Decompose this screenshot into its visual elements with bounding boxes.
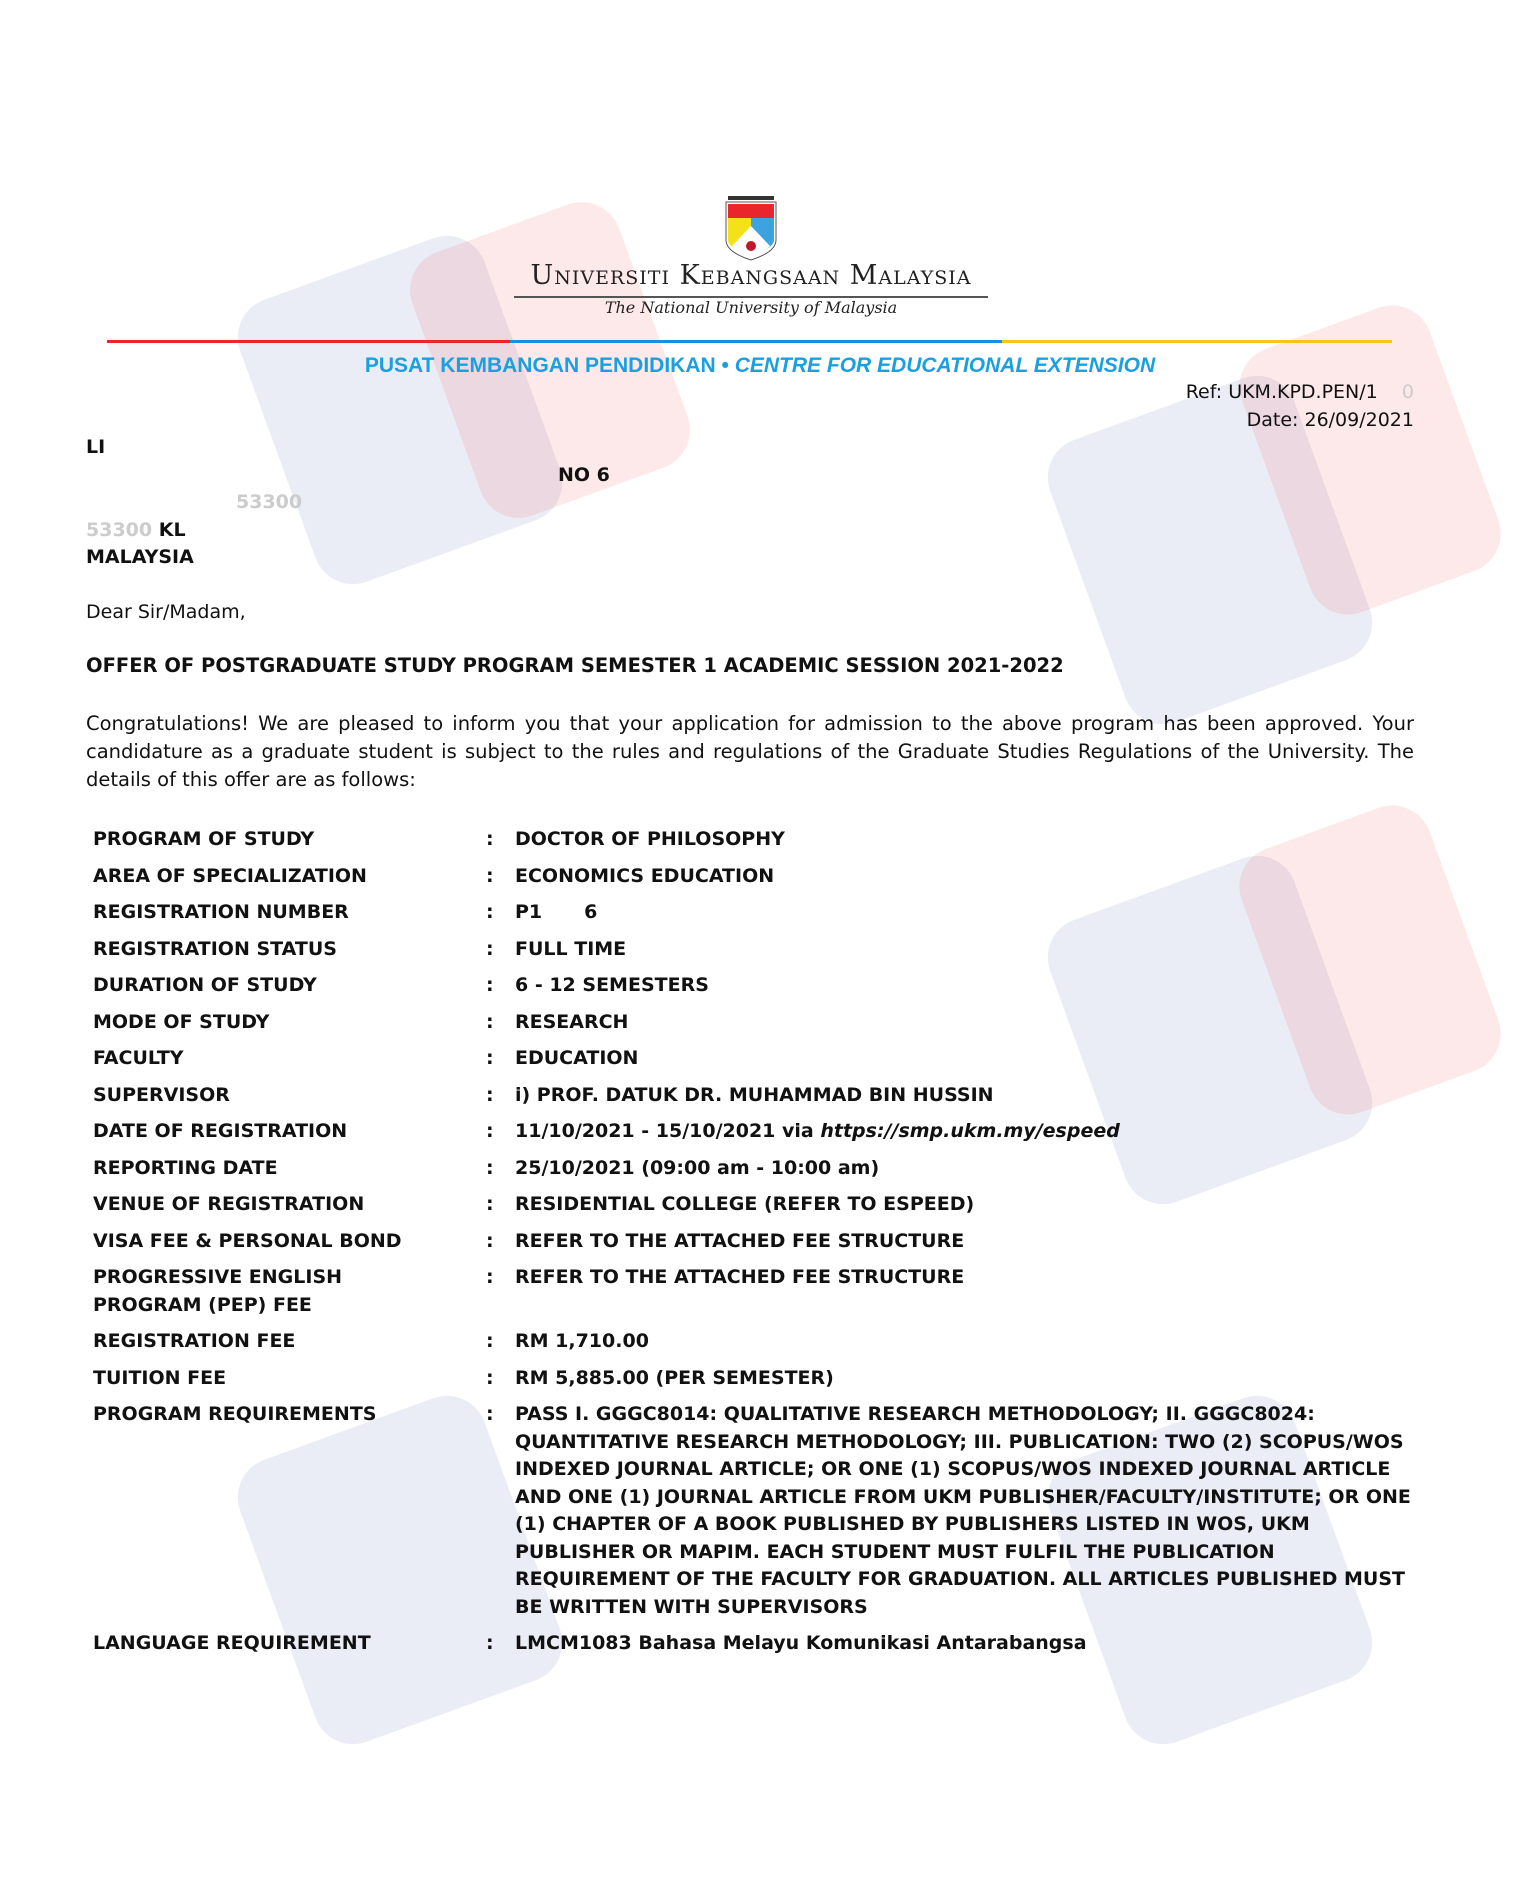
detail-value: RM 1,710.00 (515, 1330, 649, 1352)
detail-value: EDUCATION (515, 1047, 639, 1069)
university-tagline: The National University of Malaysia (604, 298, 898, 317)
blue-rule (510, 340, 1002, 343)
detail-colon: : (486, 1229, 494, 1252)
detail-label: SUPERVISOR (93, 1083, 230, 1106)
detail-value: FULL TIME (515, 937, 627, 960)
detail-colon: : (486, 974, 494, 996)
detail-colon: : (486, 828, 494, 850)
university-name: Universiti Kebangsaan Malaysia (530, 260, 972, 291)
detail-label: PROGRESSIVE ENGLISH PROGRAM (PEP) FEE (93, 1266, 343, 1316)
detail-colon: : (486, 1120, 494, 1142)
detail-row (93, 899, 1423, 927)
detail-row (93, 1365, 1423, 1393)
detail-value: RESIDENTIAL COLLEGE (REFER TO ESPEED) (515, 1193, 975, 1215)
centre-name (0, 354, 1520, 378)
detail-label: REGISTRATION NUMBER (93, 901, 349, 923)
detail-row (93, 1328, 1423, 1356)
recipient-address (86, 434, 610, 572)
detail-label: LANGUAGE REQUIREMENT (93, 1632, 371, 1654)
detail-colon: : (486, 1156, 494, 1179)
detail-value: i) PROF. DATUK DR. MUHAMMAD BIN HUSSIN (515, 1083, 994, 1106)
detail-label: TUITION FEE (93, 1366, 227, 1389)
detail-colon: : (486, 1010, 494, 1033)
centre-separator: • (721, 354, 729, 377)
detail-colon: : (486, 1193, 494, 1215)
detail-label: AREA OF SPECIALIZATION (93, 864, 367, 887)
detail-row (93, 826, 1423, 854)
detail-row (93, 863, 1423, 891)
letter-heading: OFFER OF POSTGRADUATE STUDY PROGRAM SEMESTER 1 ACADEMIC SESSION 2021-2022 (86, 654, 1064, 677)
detail-label: VENUE OF REGISTRATION (93, 1193, 365, 1215)
detail-row (93, 1401, 1423, 1621)
address-line-5: MALAYSIA (86, 546, 194, 568)
detail-value: RESEARCH (515, 1010, 629, 1033)
detail-value: LMCM1083 Bahasa Melayu Komunikasi Antarabangsa (515, 1632, 1087, 1654)
yellow-rule (1002, 340, 1392, 343)
detail-label: FACULTY (93, 1047, 184, 1069)
detail-row (93, 1045, 1423, 1073)
letter-date: Date: 26/09/2021 (1246, 409, 1414, 431)
detail-label: REPORTING DATE (93, 1156, 278, 1179)
detail-row (93, 936, 1423, 964)
detail-label: PROGRAM OF STUDY (93, 828, 315, 850)
detail-label: DATE OF REGISTRATION (93, 1120, 348, 1142)
detail-colon: : (486, 864, 494, 887)
address-line-2: NO 6 (558, 463, 610, 486)
detail-colon: : (486, 1330, 494, 1352)
detail-label: VISA FEE & PERSONAL BOND (93, 1229, 402, 1252)
detail-value: P1 6 (515, 901, 598, 923)
salutation: Dear Sir/Madam, (86, 601, 246, 623)
detail-value: 6 - 12 SEMESTERS (515, 974, 709, 996)
detail-value: REFER TO THE ATTACHED FEE STRUCTURE (515, 1229, 965, 1252)
detail-row (93, 1264, 1423, 1319)
detail-colon: : (486, 937, 494, 960)
detail-colon: : (486, 901, 494, 923)
detail-colon: : (486, 1403, 494, 1425)
detail-colon: : (486, 1266, 494, 1288)
detail-label: PROGRAM REQUIREMENTS (93, 1403, 377, 1425)
detail-label: MODE OF STUDY (93, 1010, 270, 1033)
espeed-link[interactable]: https://smp.ukm.my/espeed (820, 1120, 1120, 1142)
detail-label: REGISTRATION FEE (93, 1330, 296, 1352)
reference-number: Ref: UKM.KPD.PEN/1 0 (1185, 381, 1414, 403)
detail-value: RM 5,885.00 (PER SEMESTER) (515, 1366, 834, 1389)
detail-row (93, 972, 1423, 1000)
detail-value: DOCTOR OF PHILOSOPHY (515, 828, 785, 850)
detail-row (93, 1630, 1423, 1658)
offer-details-table (93, 826, 1423, 1667)
address-line-4: 53300 KL (86, 518, 186, 541)
detail-value: REFER TO THE ATTACHED FEE STRUCTURE (515, 1266, 965, 1288)
detail-colon: : (486, 1632, 494, 1654)
detail-colon: : (486, 1083, 494, 1106)
university-crest-logo (718, 196, 784, 262)
centre-english: CENTRE FOR EDUCATIONAL EXTENSION (734, 354, 1156, 377)
detail-value: 25/10/2021 (09:00 am - 10:00 am) (515, 1156, 880, 1179)
detail-label: DURATION OF STUDY (93, 974, 317, 996)
address-line-1: LI (86, 436, 106, 458)
centre-malay: PUSAT KEMBANGAN PENDIDIKAN (364, 354, 716, 377)
detail-row (93, 1191, 1423, 1219)
detail-row (93, 1009, 1423, 1037)
detail-row (93, 1118, 1423, 1146)
detail-colon: : (486, 1366, 494, 1389)
address-line-3: 53300 (236, 491, 303, 513)
detail-value: 11/10/2021 - 15/10/2021 via https://smp.ukm.my/espeed (515, 1120, 1120, 1142)
intro-paragraph: Congratulations! We are pleased to inform you that your application for admission to the above program has been approved. Your candidature as a graduate student is subject to the rules and regulations of the Graduate Studies Regulations of the University. The details of this offer are as follows: (86, 712, 1414, 791)
detail-value: PASS I. GGGC8014: QUALITATIVE RESEARCH METHODOLOGY; II. GGGC8024: QUANTITATIVE RESEARCH METHODOLOGY; III. PUBLICATION: TWO (2) SCOPUS/WOS INDEXED JOURNAL ARTICLE; OR ONE (1) SCOPUS/WOS INDEXED JOURNAL ARTICLE AND ONE (1) JOURNAL ARTICLE FROM UKM PUBLISHER/FACULTY/INSTITUTE; OR ONE (1) CHAPTER OF A BOOK PUBLISHED BY PUBLISHERS LISTED IN WOS, UKM PUBLISHER OR MAPIM. EACH STUDENT MUST FULFIL THE PUBLICATION REQUIREMENT OF THE FACULTY FOR GRADUATION. ALL ARTICLES PUBLISHED MUST BE WRITTEN WITH SUPERVISORS (515, 1403, 1411, 1618)
detail-colon: : (486, 1047, 494, 1069)
detail-row (93, 1228, 1423, 1256)
detail-row (93, 1155, 1423, 1183)
reference-block (1186, 378, 1414, 434)
detail-label: REGISTRATION STATUS (93, 937, 337, 960)
detail-row (93, 1082, 1423, 1110)
detail-value: ECONOMICS EDUCATION (515, 864, 775, 887)
red-rule (107, 340, 510, 343)
